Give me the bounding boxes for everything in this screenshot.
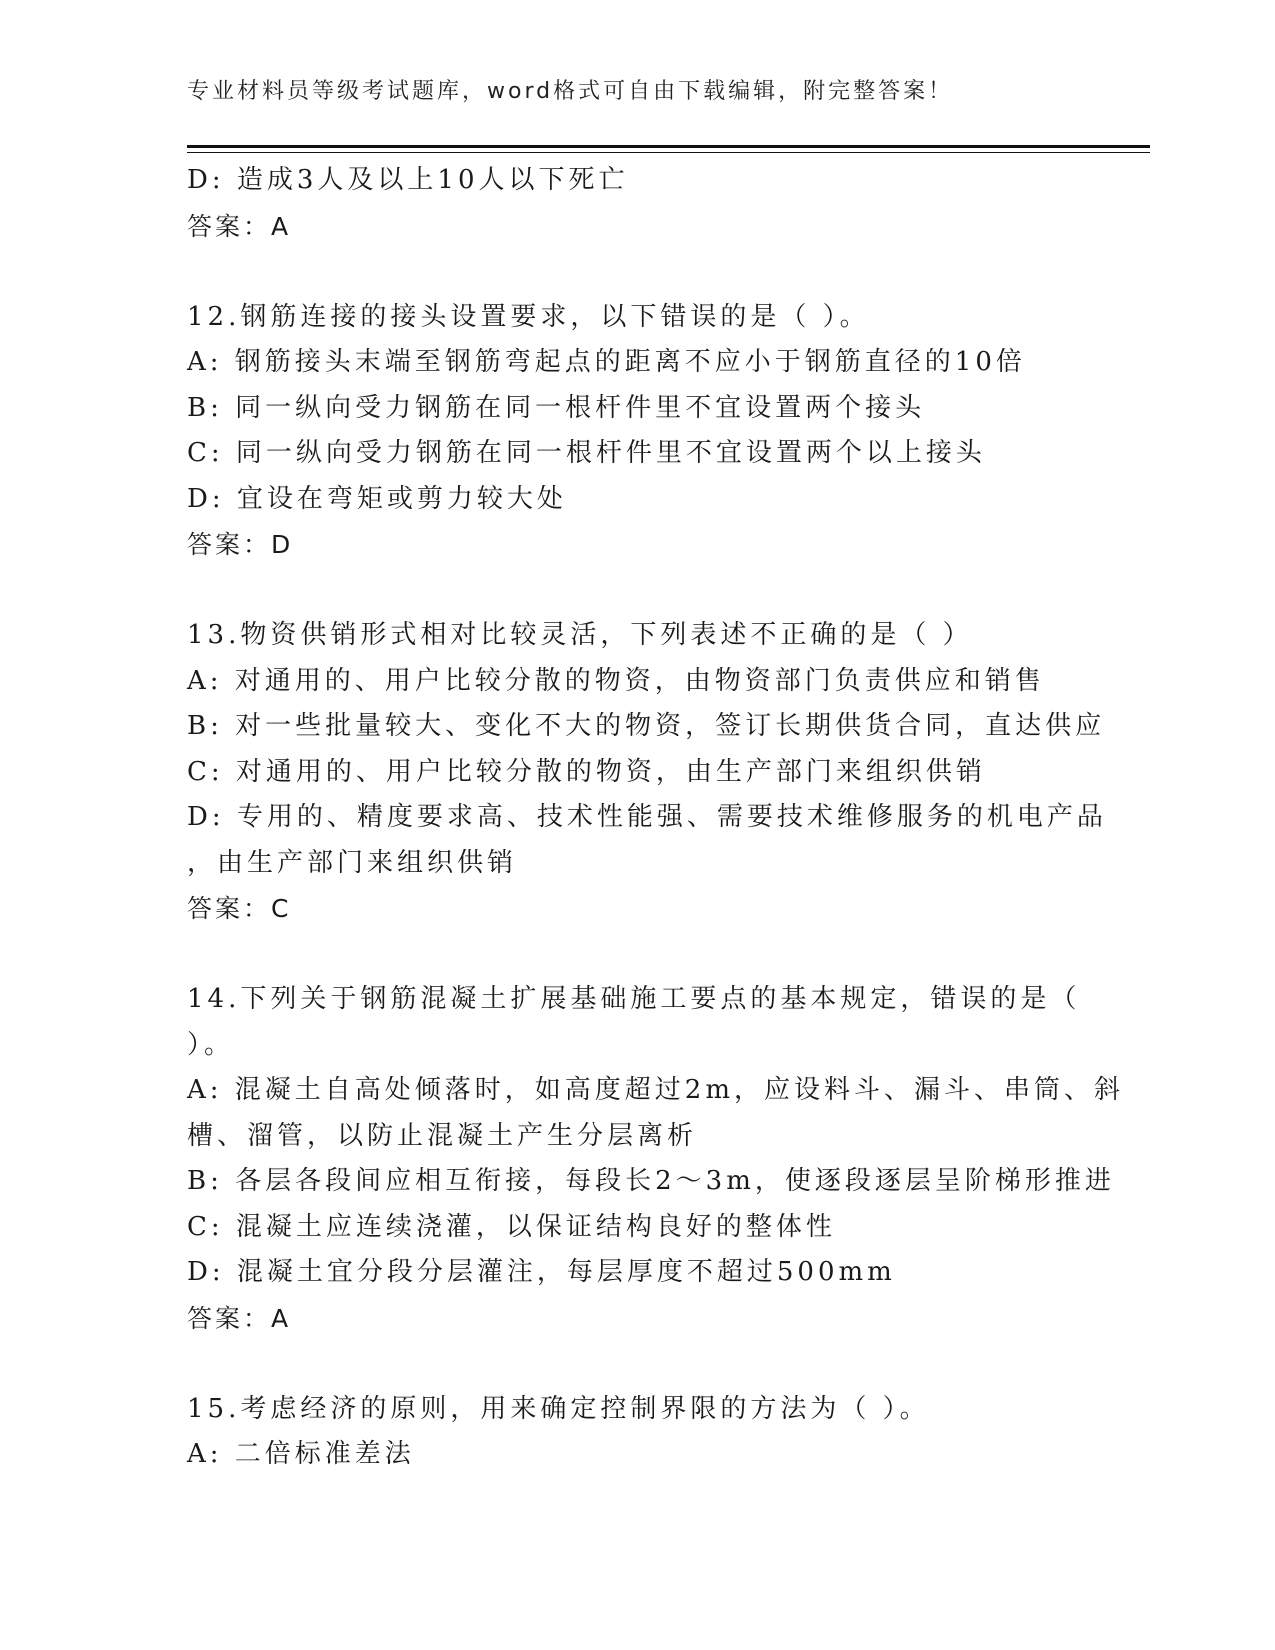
text-line: D: 造成3人及以上10人以下死亡 [187, 165, 629, 195]
blank-line [187, 1341, 1107, 1387]
text-line: B: 各层各段间应相互衔接，每段长2～3m，使逐段逐层呈阶梯形推进 [187, 1166, 1115, 1196]
page-header: 专业材料员等级考试题库，word格式可自由下载编辑，附完整答案！ [187, 79, 954, 104]
blank-line [187, 249, 1107, 295]
question-content [187, 158, 1124, 1478]
text-line: B: 对一些批量较大、变化不大的物资，签订长期供货合同，直达供应 [187, 711, 1106, 741]
text-line: C: 混凝土应连续浇灌，以保证结构良好的整体性 [187, 1211, 836, 1242]
text-line: A: 二倍标准差法 [187, 1439, 415, 1469]
text-line: C: 对通用的、用户比较分散的物资，由生产部门来组织供销 [187, 756, 986, 787]
text-line: 13.物资供销形式相对比较灵活，下列表述不正确的是（ ） [187, 620, 973, 650]
answer-line: 答案：A [187, 1303, 292, 1333]
header-divider-thick [187, 145, 1150, 148]
text-line: 槽、溜管，以防止混凝土产生分层离析 [187, 1120, 698, 1151]
text-line: 12.钢筋连接的接头设置要求，以下错误的是（ ）。 [187, 301, 870, 332]
text-line: D: 专用的、精度要求高、技术性能强、需要技术维修服务的机电产品 [187, 802, 1107, 832]
text-line: 15.考虑经济的原则，用来确定控制界限的方法为（ ）。 [187, 1393, 930, 1424]
answer-line: 答案：D [187, 530, 294, 559]
text-line: C: 同一纵向受力钢筋在同一根杆件里不宜设置两个以上接头 [187, 438, 986, 468]
text-line: ，由生产部门来组织供销 [187, 847, 518, 878]
text-line: D: 混凝土宜分段分层灌注，每层厚度不超过500mm [187, 1257, 896, 1287]
answer-line: 答案：A [187, 211, 292, 241]
text-line: 14.下列关于钢筋混凝土扩展基础施工要点的基本规定，错误的是（ [187, 984, 1081, 1014]
text-line: A: 钢筋接头末端至钢筋弯起点的距离不应小于钢筋直径的10倍 [187, 347, 1026, 377]
text-line: A: 对通用的、用户比较分散的物资，由物资部门负责供应和销售 [187, 665, 1045, 696]
text-line: B: 同一纵向受力钢筋在同一根杆件里不宜设置两个接头 [187, 392, 926, 423]
blank-line [187, 932, 1107, 978]
text-line: ）。 [187, 1029, 235, 1060]
blank-line [187, 568, 1107, 614]
text-line: A: 混凝土自高处倾落时，如高度超过2m，应设料斗、漏斗、串筒、斜 [187, 1075, 1124, 1105]
text-line: D: 宜设在弯矩或剪力较大处 [187, 483, 567, 514]
answer-line: 答案：C [187, 894, 292, 923]
header-divider-thin [187, 152, 1150, 153]
